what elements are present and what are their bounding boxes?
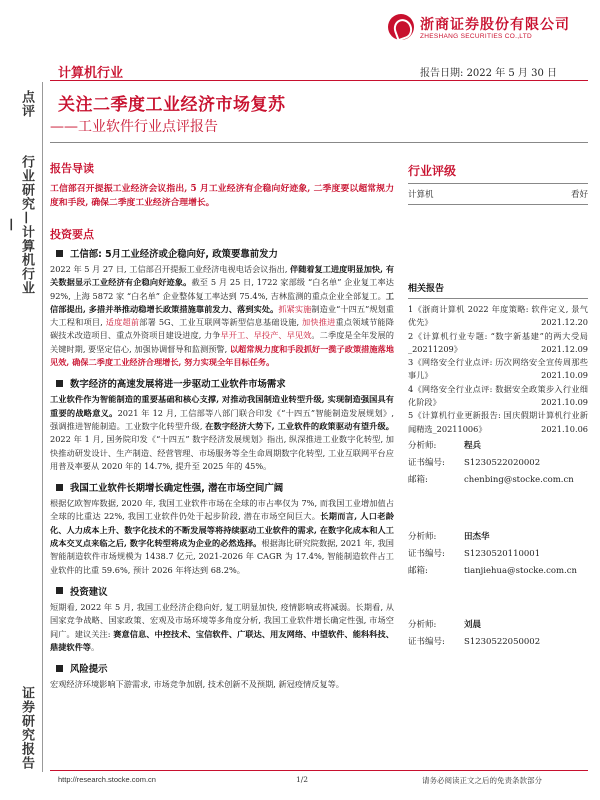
company-logo bbox=[388, 12, 588, 48]
sidebar-divider bbox=[408, 298, 588, 299]
vertical-label-dianping: 点评 bbox=[19, 90, 34, 118]
cert-label: 证书编号: bbox=[408, 458, 445, 468]
company-name-en: ZHESHANG SECURITIES CO.,LTD bbox=[420, 33, 532, 40]
square-bullet-icon bbox=[56, 665, 63, 672]
section-paragraph: 根据亿欧智库数据, 2020 年, 我国工业软件市场在全球的市占率仅为 7%, 而我国工业增加值占全球的比重达 22%, 我国工业软件仍处于起步阶段, 潜在市场空间巨大。长期而言, 人口老龄化、人力成本上升、数字化技术的不断发展等将持续驱动工业软件的需求, 在数字化成本和人工成本交叉点来临之后, 数字化转型将成为企业的必然选择。根据海比研究院数据, 2021 年, 我国智能制造软件市场规模为 1438.7 亿元, 2021-2026 年 CAGR 为 17.4%, 智能制造软件占工业软件的比重 59.6%, 预计 2026 年将达到 68.2%。 bbox=[50, 498, 394, 575]
analyst-email[interactable]: tianjiehua@stocke.com.cn bbox=[464, 566, 577, 576]
section-title: 我国工业软件长期增长确定性强, 潜在市场空间广阔 bbox=[50, 480, 394, 494]
page-number: 1/2 bbox=[296, 775, 309, 784]
left-vertical-divider bbox=[42, 82, 43, 772]
email-label: 邮箱: bbox=[408, 475, 428, 485]
analyst-name: 程兵 bbox=[464, 441, 482, 451]
related-report-item[interactable]: 3《网络安全行业点评: 历次网络安全宣传周那些事儿》 2021.10.09 bbox=[408, 357, 588, 381]
page-subtitle: ——工业软件行业点评报告 bbox=[50, 119, 218, 135]
vertical-label-industry-research: 行业研究—计算机行业— bbox=[4, 155, 34, 295]
report-date-value: 2022 年 5 月 30 日 bbox=[466, 68, 557, 79]
related-heading: 相关报告 bbox=[408, 284, 445, 294]
vertical-label-securities-research: 证券研究报告 bbox=[19, 686, 34, 770]
analyst-name: 刘晨 bbox=[464, 620, 482, 630]
analyst-name: 田杰华 bbox=[464, 532, 490, 542]
intro-text: 工信部召开提振工业经济会议指出, 5 月工业经济有企稳向好迹象, 二季度要以超常规力度和手段, 确保二季度工业经济合理增长。 bbox=[50, 184, 394, 208]
analyst-card bbox=[408, 438, 588, 489]
related-report-item[interactable]: 2《计算机行业专题: “数字新基建”的两大受局_20211209》 2021.12.09 bbox=[408, 330, 588, 354]
analyst-role: 分析师: bbox=[408, 532, 437, 542]
square-bullet-icon bbox=[56, 587, 63, 594]
section-title: 数字经济的高速发展将进一步驱动工业软件市场需求 bbox=[50, 376, 394, 390]
related-report-list bbox=[408, 303, 588, 436]
square-bullet-icon bbox=[56, 250, 63, 257]
analyst-card bbox=[408, 617, 588, 651]
rating-heading: 行业评级 bbox=[408, 164, 457, 178]
square-bullet-icon bbox=[56, 380, 63, 387]
logo-mark-icon bbox=[388, 14, 414, 40]
page-title: 关注二季度工业经济市场复苏 bbox=[58, 95, 286, 115]
email-label: 邮箱: bbox=[408, 566, 428, 576]
header-divider bbox=[50, 80, 588, 81]
section-title: 风险提示 bbox=[50, 661, 394, 675]
report-date bbox=[420, 64, 557, 79]
cert-number: S1230522020002 bbox=[464, 458, 541, 468]
section-paragraph: 短期看, 2022 年 5 月, 我国工业经济企稳向好, 复工明显加快, 疫情影响或将减弱。长期看, 从国家竞争战略、国家政策、宏观及市场环境等多角度分析, 我国工业软件增长确定性强, 市场空间广。建议关注: 赛意信息、中控技术、宝信软件、广联达、用友网络、中望软件、能科科技、鼎捷软件等。 bbox=[50, 601, 394, 652]
company-name-cn: 浙商证券股份有限公司 bbox=[420, 17, 570, 33]
cert-number: S1230520110001 bbox=[464, 549, 541, 559]
sidebar bbox=[408, 162, 588, 436]
related-report-item[interactable]: 1《浙商计算机 2022 年度策略: 软件定义, 景气优先》 2021.12.20 bbox=[408, 304, 588, 328]
disclaimer-note: 请务必阅读正文之后的免责条款部分 bbox=[422, 776, 542, 785]
highlights-heading: 投资要点 bbox=[50, 228, 94, 241]
intro-heading: 报告导读 bbox=[50, 162, 94, 175]
analyst-role: 分析师: bbox=[408, 441, 437, 451]
footer-url[interactable]: http://research.stocke.com.cn bbox=[58, 775, 156, 784]
main-content bbox=[50, 160, 394, 691]
cert-number: S1230522050002 bbox=[464, 637, 541, 647]
industry-label: 计算机行业 bbox=[58, 66, 124, 81]
section-title: 工信部: 5月工业经济或企稳向好, 政策要靠前发力 bbox=[50, 246, 394, 260]
section-paragraph: 工业软件作为智能制造的重要基础和核心支撑, 对推动我国制造业转型升级, 实现制造强国具有重要的战略意义。2021 年 12 月, 工信部等八部门联合印发《“十四五”智能制造发展规划》, 强调推进智能制造。工业数字化转型升级, 在数字经济大势下, 工业软件的政策驱动有望升级。2022 年 1 月, 国务院印发《“十四五” 数字经济发展规划》指出, 纵深推进工业数字化转型, 加快推动研发设计、生产制造、经营管理、市场服务等全生命周期数字化转型, 工业互联网平台应用普及率要从 2020 年的 14.7%, 提升至 2025 年的 45%。 bbox=[50, 394, 394, 471]
sidebar-divider bbox=[408, 204, 588, 205]
footer-divider bbox=[50, 770, 588, 771]
related-report-item[interactable]: 5《计算机行业更新报告: 国庆假期计算机行业新闻精选_20211006》 2021.10.06 bbox=[408, 410, 588, 434]
sidebar-divider bbox=[408, 183, 588, 184]
section-paragraph: 2022 年 5 月 27 日, 工信部召开提振工业经济电视电话会议指出, 伴随着复工进度明显加快, 有关数据显示工业经济有企稳向好迹象。截至 5 月 25 日, 1722 家部级 “白名单” 企业复工率达 92%, 上海 5872 家 “白名单” 企业整体复工率达到 75.4%, 吉林监测的重点企业全部复工。工信部提出, 多措并举推动稳增长政策措施靠前发力、落到实处。抓紧实施制造业“十四五”规划重大工程和项目, 适度超前部署 5G、工业互联网等新型信息基础设施, 加快推进重点领域节能降碳技术改造项目、重点外资项目建设进度, 力争早开工、早投产、早见效。二季度是全年发展的关键时期, 要坚定信心, 加强协调督导和监测预警, 以超常规力度和手段抓好一揽子政策措施落地见效, 确保二季度工业经济合理增长, 努力实现全年目标任务。 bbox=[50, 264, 395, 368]
analyst-email[interactable]: chenbing@stocke.com.cn bbox=[464, 475, 574, 485]
cert-label: 证书编号: bbox=[408, 637, 445, 647]
analyst-card bbox=[408, 529, 588, 580]
related-report-item[interactable]: 4《网络安全行业点评: 数据安全政策步入行业细化阶段》 2021.10.09 bbox=[408, 383, 588, 408]
rating-sector: 计算机 bbox=[408, 190, 434, 200]
square-bullet-icon bbox=[56, 484, 63, 491]
cert-label: 证书编号: bbox=[408, 549, 445, 559]
section-paragraph: 宏观经济环境影响下游需求, 市场竞争加剧, 技术创新不及预期, 新冠疫情反复等。 bbox=[50, 679, 344, 690]
rating-row bbox=[408, 188, 588, 200]
analyst-role: 分析师: bbox=[408, 620, 437, 630]
section-title: 投资建议 bbox=[50, 584, 394, 598]
report-date-label: 报告日期: bbox=[420, 68, 464, 79]
rating-value: 看好 bbox=[570, 190, 588, 200]
title-divider bbox=[50, 142, 588, 143]
